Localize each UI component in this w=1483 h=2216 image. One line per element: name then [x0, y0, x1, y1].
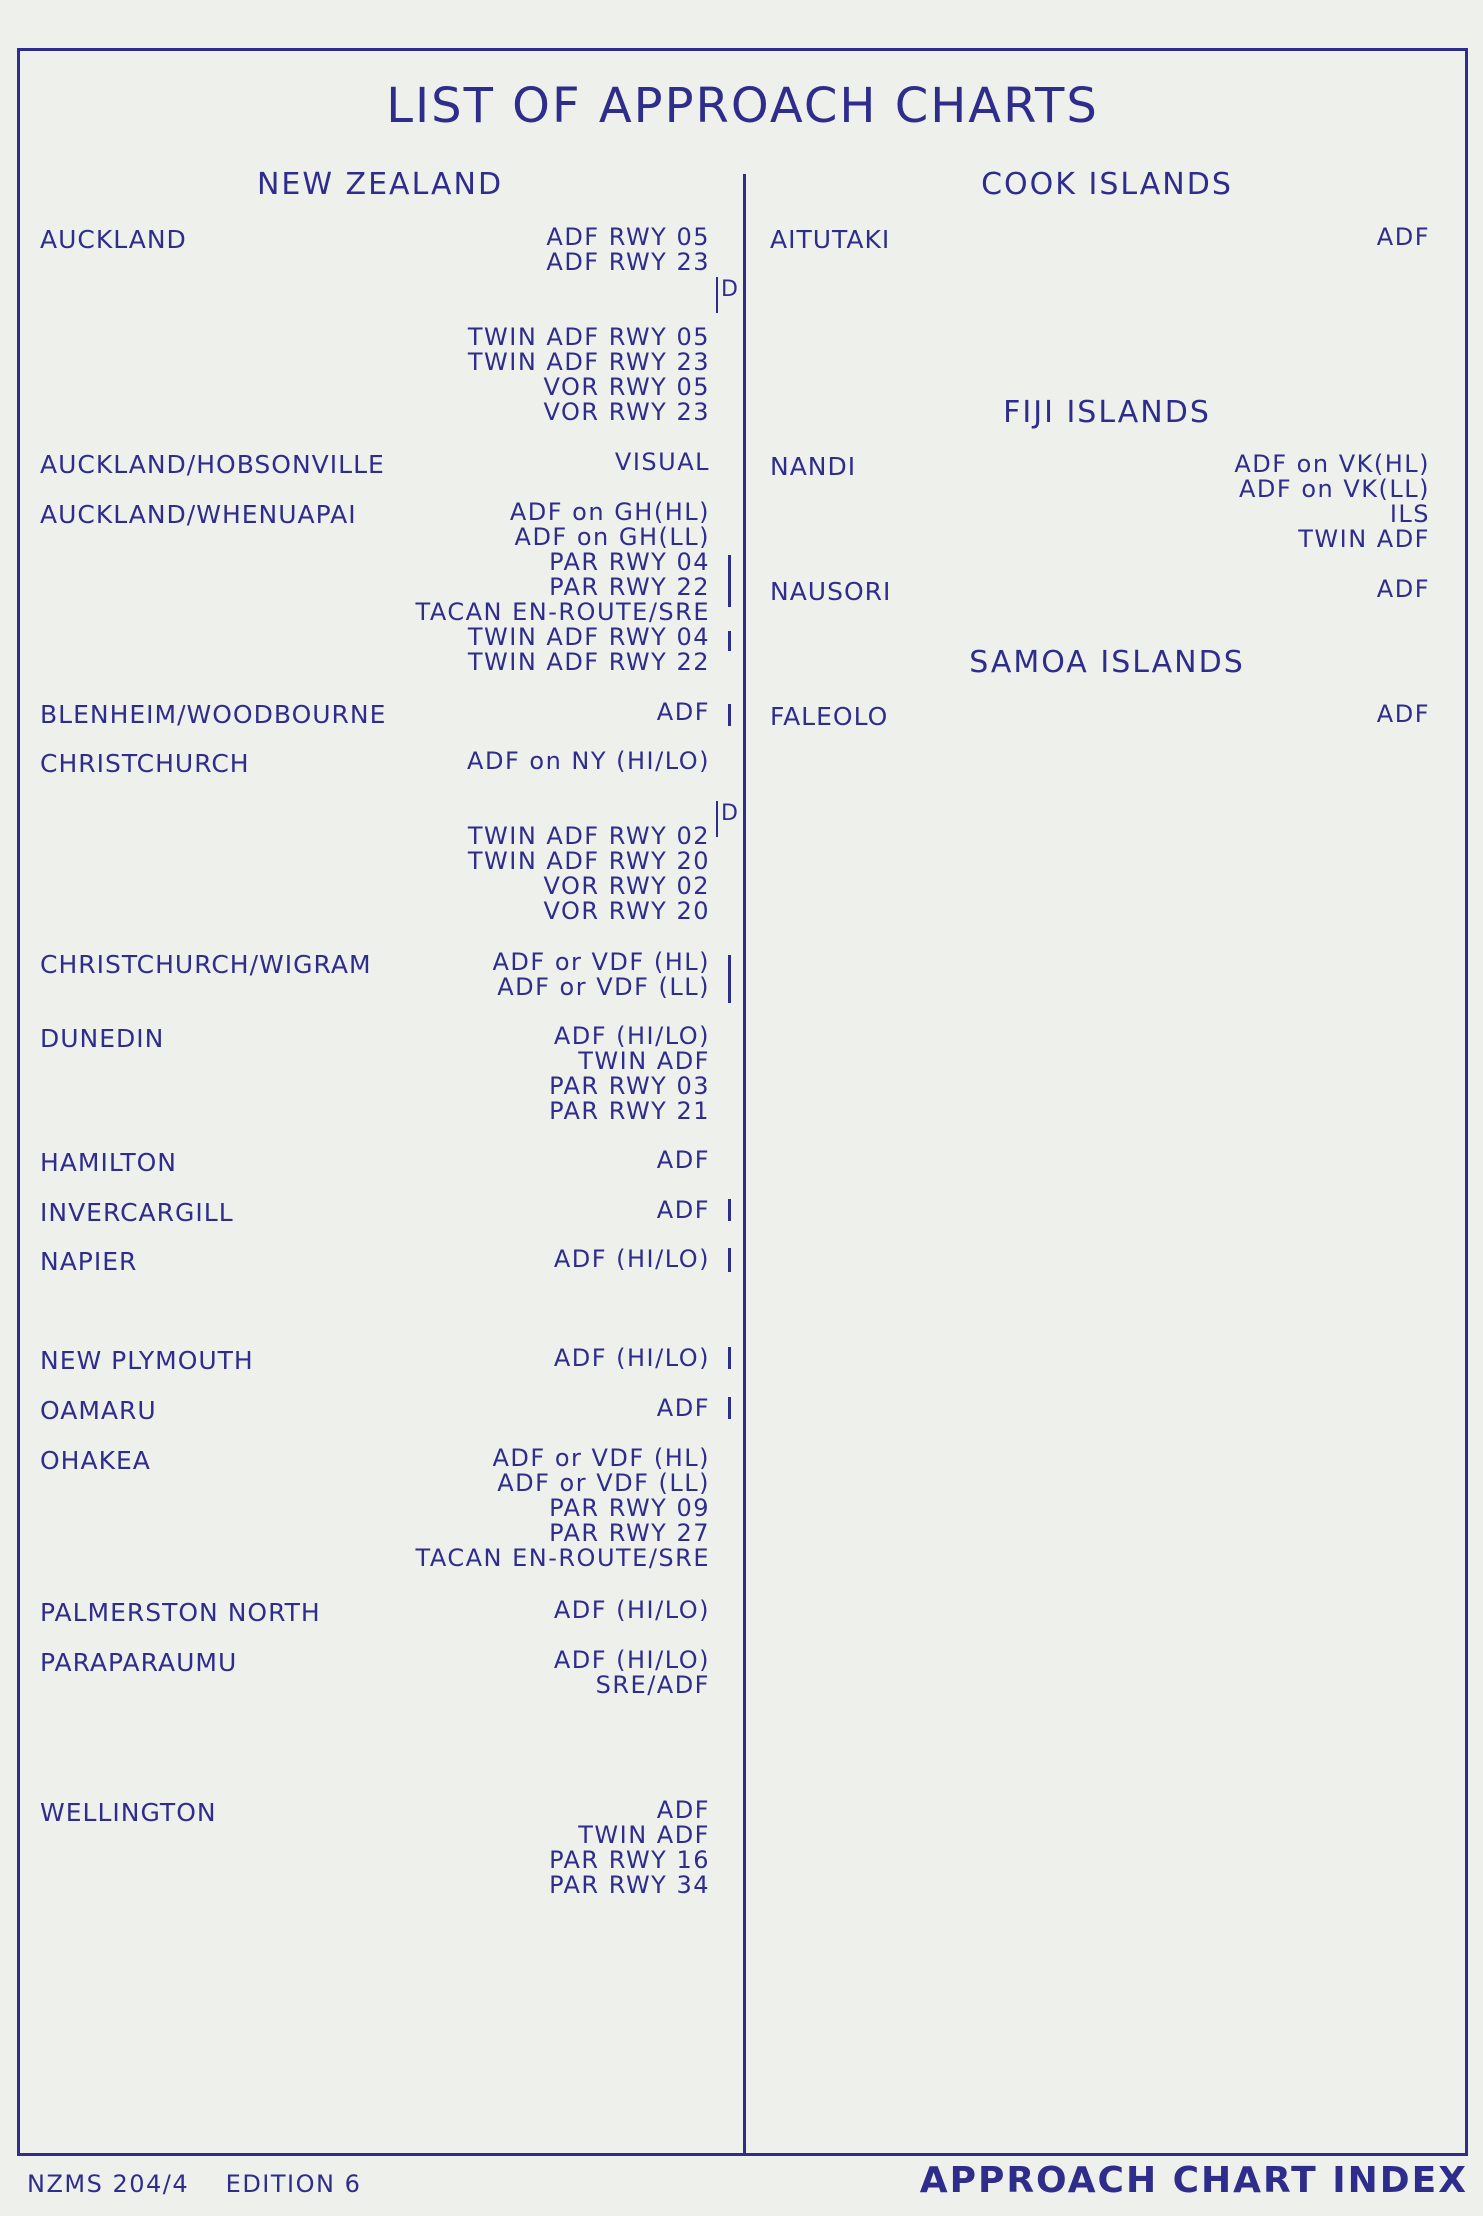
chart-gap — [468, 300, 710, 325]
chart-list — [1377, 577, 1430, 602]
chart-item: PAR RWY 04 — [549, 548, 710, 576]
page-title: LIST OF APPROACH CHARTS — [386, 78, 1099, 134]
chart-item: PAR RWY 34 — [549, 1871, 710, 1899]
airport-name: PALMERSTON NORTH — [40, 1598, 321, 1627]
chart-list — [657, 700, 710, 725]
new-zealand-list — [40, 0, 738, 2150]
series-number: NZMS 204/4 — [27, 2170, 190, 2198]
airport-name: HAMILTON — [40, 1148, 177, 1177]
airport-name: AUCKLAND — [40, 225, 187, 254]
chart-item: TWIN ADF — [1298, 525, 1430, 553]
chart-list — [1234, 452, 1430, 552]
chart-item: ADF or VDF (HL) — [492, 1444, 710, 1472]
chart-item: PAR RWY 21 — [549, 1097, 710, 1125]
chart-gap — [468, 275, 710, 300]
chart-item: VOR RWY 23 — [543, 398, 710, 426]
index-title: APPROACH CHART INDEX — [919, 2160, 1468, 2201]
chart-item: ADF on GH(HL) — [509, 498, 710, 526]
chart-item: TWIN ADF RWY 05 — [467, 323, 710, 351]
chart-item: ADF — [1376, 700, 1430, 728]
chart-item: VOR RWY 20 — [543, 897, 710, 925]
chart-item: ADF (HI/LO) — [553, 1646, 710, 1674]
airport-name: FALEOLO — [770, 702, 889, 731]
chart-list — [1377, 702, 1430, 727]
footer-series — [27, 2170, 361, 2198]
chart-item: ADF or VDF (LL) — [497, 1469, 710, 1497]
chart-item: TWIN ADF RWY 23 — [467, 348, 710, 376]
chart-item: ADF or VDF (HL) — [492, 948, 710, 976]
airport-name: NAUSORI — [770, 577, 892, 606]
airport-name: OHAKEA — [40, 1446, 151, 1475]
chart-list — [468, 225, 710, 425]
chart-item: PAR RWY 09 — [549, 1494, 710, 1522]
chart-gap — [467, 799, 710, 824]
chart-item: PAR RWY 22 — [549, 573, 710, 601]
airport-name: NANDI — [770, 452, 857, 481]
airport-name: NEW PLYMOUTH — [40, 1346, 254, 1375]
chart-item: ADF on VK(LL) — [1239, 475, 1430, 503]
chart-list — [467, 749, 710, 924]
column-divider — [743, 174, 746, 2156]
chart-item: ADF (HI/LO) — [553, 1596, 710, 1624]
airport-name: DUNEDIN — [40, 1024, 165, 1053]
chart-item: ADF — [1376, 575, 1430, 603]
chart-item: ADF — [656, 1796, 710, 1824]
chart-item: ADF — [656, 1196, 710, 1224]
chart-item: VOR RWY 02 — [543, 872, 710, 900]
heading-cook-islands: COOK ISLANDS — [981, 167, 1233, 202]
chart-item: TWIN ADF RWY 20 — [467, 847, 710, 875]
chart-item: ADF (HI/LO) — [553, 1022, 710, 1050]
chart-item: TWIN ADF RWY 22 — [467, 648, 710, 676]
revision-bar — [728, 1248, 731, 1272]
chart-list — [554, 1346, 710, 1371]
heading-new-zealand: NEW ZEALAND — [256, 167, 504, 202]
heading-fiji-islands: FIJI ISLANDS — [1003, 395, 1211, 430]
chart-item: TACAN EN-ROUTE/SRE — [415, 1544, 710, 1572]
chart-item: ADF — [656, 1394, 710, 1422]
airport-name: OAMARU — [40, 1396, 157, 1425]
chart-item: VOR RWY 05 — [543, 373, 710, 401]
chart-item: TWIN ADF RWY 04 — [467, 623, 710, 651]
edition-label: EDITION 6 — [225, 2170, 362, 2198]
heading-samoa-islands: SAMOA ISLANDS — [969, 645, 1245, 680]
diagram-mark: D — [716, 277, 738, 313]
airport-name: CHRISTCHURCH — [40, 749, 250, 778]
chart-list — [657, 1198, 710, 1223]
revision-bar — [728, 1397, 731, 1419]
chart-item: ADF RWY 23 — [546, 248, 710, 276]
chart-list — [1377, 225, 1430, 250]
chart-item: ADF (HI/LO) — [553, 1344, 710, 1372]
airport-name: INVERCARGILL — [40, 1198, 234, 1227]
airport-name: PARAPARAUMU — [40, 1648, 238, 1677]
chart-item: PAR RWY 03 — [549, 1072, 710, 1100]
airport-name: AUCKLAND/WHENUAPAI — [40, 500, 357, 529]
revision-bar — [728, 555, 731, 607]
chart-list — [493, 950, 711, 1000]
chart-list — [554, 1648, 710, 1698]
chart-item: ADF — [656, 698, 710, 726]
chart-list — [554, 1247, 710, 1272]
airport-name: CHRISTCHURCH/WIGRAM — [40, 950, 372, 979]
chart-item: TWIN ADF — [578, 1821, 710, 1849]
revision-bar — [728, 631, 731, 651]
revision-bar — [728, 955, 731, 1003]
chart-item: ADF or VDF (LL) — [497, 973, 710, 1001]
airport-name: AUCKLAND/HOBSONVILLE — [40, 450, 385, 479]
chart-list — [549, 1024, 710, 1124]
chart-item: ADF RWY 05 — [546, 223, 710, 251]
chart-item: PAR RWY 16 — [549, 1846, 710, 1874]
chart-list — [657, 1148, 710, 1173]
chart-item: TWIN ADF — [578, 1047, 710, 1075]
airport-name: BLENHEIM/WOODBOURNE — [40, 700, 387, 729]
chart-item: ADF on VK(HL) — [1234, 450, 1430, 478]
pacific-islands-list — [770, 0, 1430, 2150]
chart-item: TACAN EN-ROUTE/SRE — [415, 598, 710, 626]
chart-list — [549, 1798, 710, 1898]
chart-item: SRE/ADF — [595, 1671, 710, 1699]
chart-list — [416, 500, 710, 675]
chart-item: ADF (HI/LO) — [553, 1245, 710, 1273]
diagram-mark: D — [716, 801, 738, 837]
chart-item: TWIN ADF RWY 02 — [467, 822, 710, 850]
airport-name: NAPIER — [40, 1247, 138, 1276]
chart-list — [657, 1396, 710, 1421]
chart-item: VISUAL — [614, 448, 710, 476]
airport-name: AITUTAKI — [770, 225, 891, 254]
chart-gap — [467, 774, 710, 799]
chart-item: ADF on NY (HI/LO) — [467, 747, 710, 775]
revision-bar — [728, 704, 731, 726]
chart-list — [615, 450, 710, 475]
revision-bar — [728, 1347, 731, 1369]
chart-item: ADF — [1376, 223, 1430, 251]
chart-item: PAR RWY 27 — [549, 1519, 710, 1547]
chart-item: ADF — [656, 1146, 710, 1174]
chart-item: ADF on GH(LL) — [514, 523, 710, 551]
revision-bar — [728, 1199, 731, 1221]
chart-list — [416, 1446, 710, 1571]
chart-list — [554, 1598, 710, 1623]
chart-item: ILS — [1389, 500, 1430, 528]
airport-name: WELLINGTON — [40, 1798, 217, 1827]
